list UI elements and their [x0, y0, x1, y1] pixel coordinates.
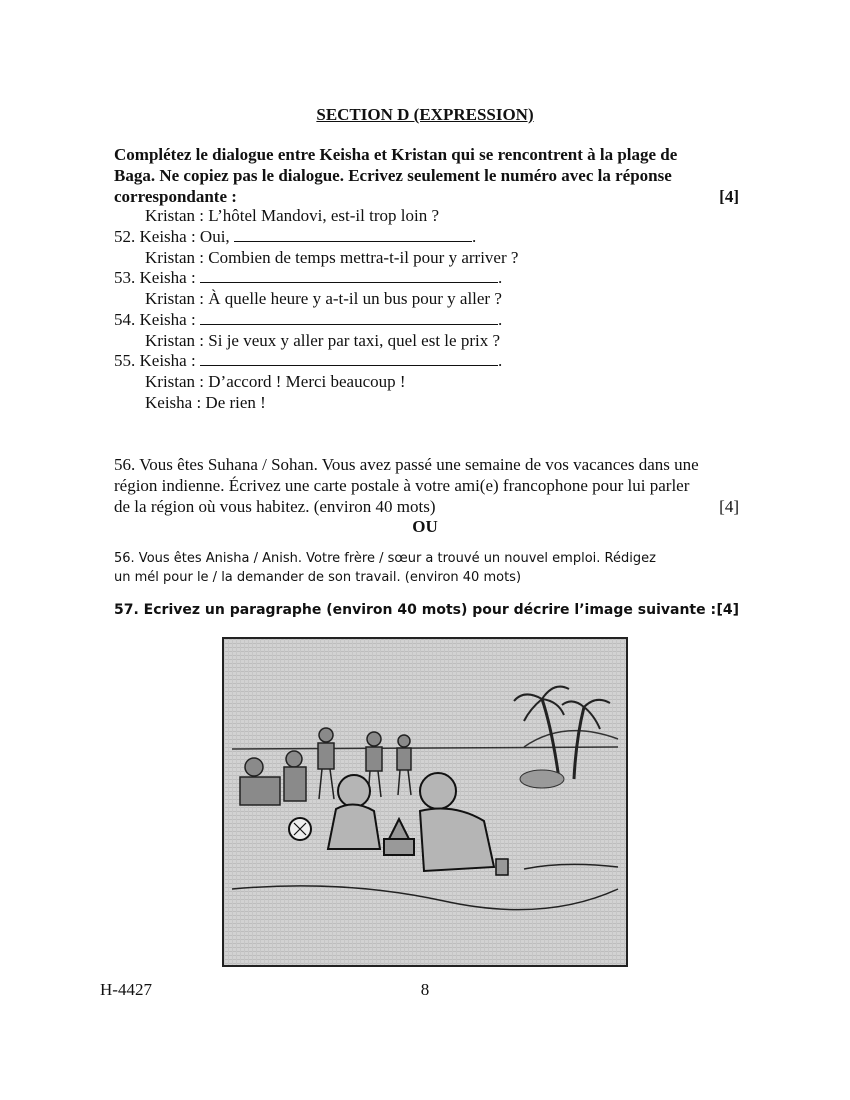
- paper-code: H-4427: [100, 980, 152, 999]
- dialogue-prompt: 53. Keisha :: [114, 268, 196, 287]
- question-text: 57. Ecrivez un paragraphe (environ 40 mots) pour décrire l’image suivante :: [114, 602, 717, 618]
- question-line: 56. Vous êtes Suhana / Sohan. Vous avez passé une semaine de vos vacances dans une: [114, 455, 699, 474]
- dialogue-line-kristan: Kristan : Combien de temps mettra-t-il pour y arriver ?: [145, 248, 519, 267]
- page-number: 8: [420, 980, 430, 999]
- dialogue-line-keisha: Keisha : De rien !: [145, 393, 266, 412]
- question-line: un mél pour le / la demander de son travail. (environ 40 mots): [114, 570, 522, 585]
- or-label: OU: [412, 517, 438, 536]
- question-line: de la région où vous habitez. (environ 40 mots): [114, 497, 436, 516]
- dialogue-line-keisha: 53. Keisha : .: [114, 268, 503, 287]
- dialogue-line-kristan: Kristan : À quelle heure y a-t-il un bus pour y aller ?: [145, 289, 502, 308]
- question-line: région indienne. Écrivez une carte postale à votre ami(e) francophone pour lui parler: [114, 476, 690, 495]
- instructions-line: correspondante :: [114, 187, 237, 206]
- marks-label: [4]: [719, 497, 739, 516]
- dialogue-prompt: 55. Keisha :: [114, 351, 196, 370]
- dialogue-line-keisha: 52. Keisha : Oui, .: [114, 227, 477, 246]
- dialogue-line-kristan: Kristan : D’accord ! Merci beaucoup !: [145, 372, 406, 391]
- answer-blank[interactable]: [234, 228, 472, 242]
- question-56: [114, 454, 739, 517]
- beach-scene-drawing: [224, 639, 626, 965]
- dialogue-line-kristan: Kristan : L’hôtel Mandovi, est-il trop loin ?: [145, 206, 439, 225]
- answer-blank[interactable]: [200, 269, 498, 283]
- dialogue-line-keisha: 54. Keisha : .: [114, 310, 503, 329]
- dialogue-line-kristan: Kristan : Si je veux y aller par taxi, quel est le prix ?: [145, 331, 501, 350]
- question-56-alternative: [114, 549, 739, 587]
- question-line: 56. Vous êtes Anisha / Anish. Votre frère / sœur a trouvé un nouvel emploi. Rédigez: [114, 551, 656, 566]
- instructions-line: Baga. Ne copiez pas le dialogue. Ecrivez seulement le numéro avec la réponse: [114, 166, 672, 185]
- marks-label: [4]: [719, 187, 739, 206]
- dialogue-instructions: [114, 144, 739, 207]
- dialogue-line-keisha: 55. Keisha : .: [114, 351, 503, 370]
- question-57: [114, 602, 739, 618]
- section-title: SECTION D (EXPRESSION): [316, 105, 534, 124]
- instructions-line: Complétez le dialogue entre Keisha et Kristan qui se rencontrent à la plage de: [114, 145, 678, 164]
- beach-illustration: [222, 637, 628, 967]
- dialogue-prompt: 52. Keisha : Oui,: [114, 227, 230, 246]
- marks-label: [4]: [716, 602, 739, 618]
- dialogue-prompt: 54. Keisha :: [114, 310, 196, 329]
- answer-blank[interactable]: [200, 311, 498, 325]
- answer-blank[interactable]: [200, 352, 498, 366]
